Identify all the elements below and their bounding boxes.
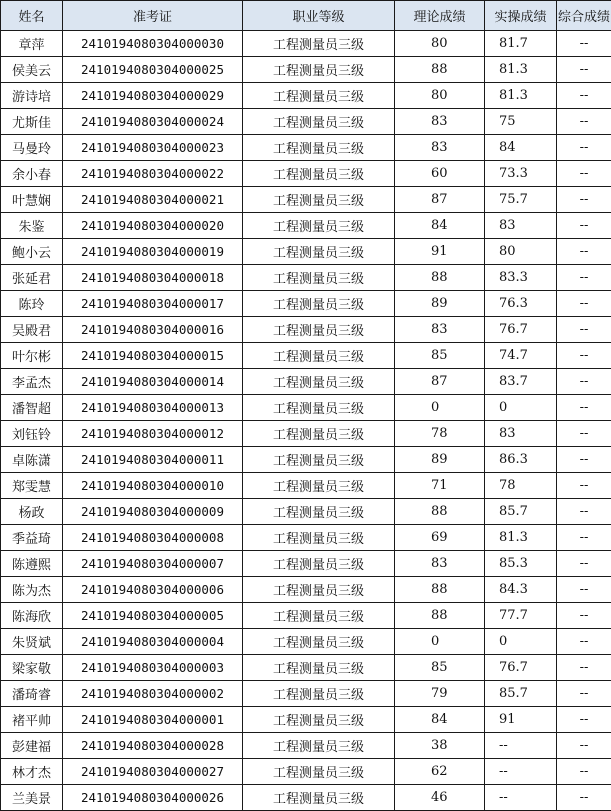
cell-level: 工程测量员三级 [243,473,395,499]
cell-level: 工程测量员三级 [243,265,395,291]
cell-theory-score: 83 [395,551,485,577]
cell-name: 季益琦 [1,525,63,551]
cell-total-score: -- [557,733,611,759]
header-level: 职业等级 [243,1,395,31]
cell-exam-id: 2410194080304000018 [63,265,243,291]
cell-exam-id: 2410194080304000030 [63,31,243,57]
cell-exam-id: 2410194080304000013 [63,395,243,421]
cell-level: 工程测量员三级 [243,759,395,785]
cell-practice-score: -- [485,785,557,811]
table-row [1,603,611,629]
cell-name: 林才杰 [1,759,63,785]
cell-level: 工程测量员三级 [243,629,395,655]
cell-total-score: -- [557,525,611,551]
cell-total-score: -- [557,395,611,421]
cell-practice-score: 84.3 [485,577,557,603]
cell-theory-score: 87 [395,187,485,213]
cell-name: 梁家敬 [1,655,63,681]
cell-exam-id: 2410194080304000007 [63,551,243,577]
cell-level: 工程测量员三级 [243,733,395,759]
cell-total-score: -- [557,707,611,733]
cell-theory-score: 46 [395,785,485,811]
cell-theory-score: 78 [395,421,485,447]
cell-practice-score: 83.3 [485,265,557,291]
cell-name: 侯美云 [1,57,63,83]
cell-practice-score: 76.3 [485,291,557,317]
cell-exam-id: 2410194080304000020 [63,213,243,239]
cell-level: 工程测量员三级 [243,31,395,57]
cell-total-score: -- [557,187,611,213]
cell-level: 工程测量员三级 [243,239,395,265]
cell-exam-id: 2410194080304000025 [63,57,243,83]
cell-theory-score: 0 [395,629,485,655]
cell-name: 张延君 [1,265,63,291]
cell-exam-id: 2410194080304000022 [63,161,243,187]
cell-total-score: -- [557,785,611,811]
table-row [1,785,611,811]
table-row [1,395,611,421]
cell-theory-score: 88 [395,603,485,629]
cell-theory-score: 91 [395,239,485,265]
cell-name: 潘智超 [1,395,63,421]
cell-name: 陈玲 [1,291,63,317]
cell-level: 工程测量员三级 [243,499,395,525]
cell-theory-score: 84 [395,213,485,239]
cell-theory-score: 88 [395,265,485,291]
cell-practice-score: 0 [485,395,557,421]
cell-practice-score: 80 [485,239,557,265]
cell-exam-id: 2410194080304000017 [63,291,243,317]
cell-practice-score: 85.7 [485,681,557,707]
table-row [1,733,611,759]
cell-theory-score: 89 [395,447,485,473]
cell-level: 工程测量员三级 [243,707,395,733]
cell-name: 叶尔彬 [1,343,63,369]
cell-theory-score: 83 [395,135,485,161]
cell-level: 工程测量员三级 [243,291,395,317]
cell-exam-id: 2410194080304000006 [63,577,243,603]
cell-level: 工程测量员三级 [243,655,395,681]
cell-practice-score: 81.3 [485,57,557,83]
cell-exam-id: 2410194080304000011 [63,447,243,473]
header-row [1,1,611,31]
table-row [1,629,611,655]
cell-practice-score: 81.7 [485,31,557,57]
cell-name: 卓陈潇 [1,447,63,473]
cell-theory-score: 84 [395,707,485,733]
cell-total-score: -- [557,31,611,57]
cell-exam-id: 2410194080304000024 [63,109,243,135]
table-row [1,187,611,213]
cell-practice-score: 83 [485,213,557,239]
cell-total-score: -- [557,317,611,343]
cell-exam-id: 2410194080304000009 [63,499,243,525]
cell-name: 李孟杰 [1,369,63,395]
cell-level: 工程测量员三级 [243,603,395,629]
cell-theory-score: 85 [395,343,485,369]
cell-level: 工程测量员三级 [243,369,395,395]
cell-practice-score: 84 [485,135,557,161]
cell-level: 工程测量员三级 [243,161,395,187]
cell-level: 工程测量员三级 [243,109,395,135]
cell-name: 刘钰铃 [1,421,63,447]
table-row [1,109,611,135]
table-row [1,473,611,499]
cell-exam-id: 2410194080304000028 [63,733,243,759]
cell-level: 工程测量员三级 [243,551,395,577]
cell-practice-score: 0 [485,629,557,655]
cell-theory-score: 88 [395,577,485,603]
cell-name: 褚平帅 [1,707,63,733]
cell-name: 陈海欣 [1,603,63,629]
table-row [1,265,611,291]
cell-theory-score: 88 [395,57,485,83]
cell-theory-score: 85 [395,655,485,681]
cell-name: 陈遵熙 [1,551,63,577]
cell-name: 朱鉴 [1,213,63,239]
header-theory-score: 理论成绩 [395,1,485,31]
cell-total-score: -- [557,369,611,395]
cell-level: 工程测量员三级 [243,785,395,811]
cell-exam-id: 2410194080304000004 [63,629,243,655]
table-row [1,239,611,265]
cell-total-score: -- [557,265,611,291]
table-row [1,291,611,317]
cell-practice-score: -- [485,733,557,759]
cell-exam-id: 2410194080304000014 [63,369,243,395]
cell-practice-score: -- [485,759,557,785]
cell-level: 工程测量员三级 [243,681,395,707]
cell-exam-id: 2410194080304000002 [63,681,243,707]
cell-level: 工程测量员三级 [243,57,395,83]
cell-total-score: -- [557,109,611,135]
cell-total-score: -- [557,447,611,473]
cell-practice-score: 73.3 [485,161,557,187]
cell-total-score: -- [557,551,611,577]
table-row [1,681,611,707]
cell-name: 鲍小云 [1,239,63,265]
cell-total-score: -- [557,473,611,499]
cell-theory-score: 80 [395,83,485,109]
cell-theory-score: 87 [395,369,485,395]
cell-total-score: -- [557,343,611,369]
cell-level: 工程测量员三级 [243,447,395,473]
cell-exam-id: 2410194080304000019 [63,239,243,265]
table-row [1,551,611,577]
cell-total-score: -- [557,603,611,629]
cell-level: 工程测量员三级 [243,395,395,421]
header-total-score: 综合成绩 [557,1,611,31]
cell-level: 工程测量员三级 [243,343,395,369]
cell-name: 朱贤斌 [1,629,63,655]
cell-exam-id: 2410194080304000027 [63,759,243,785]
cell-total-score: -- [557,83,611,109]
cell-total-score: -- [557,759,611,785]
cell-exam-id: 2410194080304000016 [63,317,243,343]
cell-exam-id: 2410194080304000029 [63,83,243,109]
cell-exam-id: 2410194080304000023 [63,135,243,161]
cell-theory-score: 80 [395,31,485,57]
cell-theory-score: 38 [395,733,485,759]
cell-theory-score: 79 [395,681,485,707]
table-row [1,83,611,109]
cell-total-score: -- [557,577,611,603]
cell-total-score: -- [557,681,611,707]
cell-total-score: -- [557,291,611,317]
cell-exam-id: 2410194080304000015 [63,343,243,369]
cell-name: 马曼玲 [1,135,63,161]
table-row [1,525,611,551]
table-row [1,31,611,57]
table-row [1,317,611,343]
cell-exam-id: 2410194080304000008 [63,525,243,551]
table-row [1,57,611,83]
cell-exam-id: 2410194080304000012 [63,421,243,447]
cell-level: 工程测量员三级 [243,83,395,109]
table-row [1,421,611,447]
cell-practice-score: 78 [485,473,557,499]
cell-total-score: -- [557,161,611,187]
cell-practice-score: 86.3 [485,447,557,473]
table-row [1,447,611,473]
table-row [1,369,611,395]
cell-practice-score: 83 [485,421,557,447]
cell-name: 彭建福 [1,733,63,759]
cell-practice-score: 85.3 [485,551,557,577]
cell-practice-score: 81.3 [485,525,557,551]
header-practice-score: 实操成绩 [485,1,557,31]
cell-theory-score: 71 [395,473,485,499]
cell-level: 工程测量员三级 [243,421,395,447]
table-row [1,161,611,187]
cell-name: 兰美景 [1,785,63,811]
cell-level: 工程测量员三级 [243,135,395,161]
cell-total-score: -- [557,499,611,525]
cell-level: 工程测量员三级 [243,213,395,239]
cell-name: 尤斯佳 [1,109,63,135]
cell-level: 工程测量员三级 [243,577,395,603]
cell-theory-score: 88 [395,499,485,525]
cell-name: 游诗培 [1,83,63,109]
header-name: 姓名 [1,1,63,31]
cell-theory-score: 0 [395,395,485,421]
cell-theory-score: 62 [395,759,485,785]
cell-total-score: -- [557,421,611,447]
cell-level: 工程测量员三级 [243,525,395,551]
cell-total-score: -- [557,57,611,83]
table-row [1,343,611,369]
table-header [1,1,611,31]
table-row [1,759,611,785]
header-exam-id: 准考证 [63,1,243,31]
cell-name: 章萍 [1,31,63,57]
cell-practice-score: 76.7 [485,317,557,343]
cell-exam-id: 2410194080304000010 [63,473,243,499]
cell-practice-score: 75.7 [485,187,557,213]
cell-theory-score: 83 [395,317,485,343]
cell-practice-score: 75 [485,109,557,135]
table-row [1,135,611,161]
cell-level: 工程测量员三级 [243,317,395,343]
cell-total-score: -- [557,213,611,239]
table-row [1,213,611,239]
cell-practice-score: 77.7 [485,603,557,629]
table-row [1,707,611,733]
table-body [1,31,611,811]
cell-practice-score: 91 [485,707,557,733]
cell-theory-score: 83 [395,109,485,135]
cell-name: 陈为杰 [1,577,63,603]
cell-total-score: -- [557,239,611,265]
cell-name: 余小春 [1,161,63,187]
cell-name: 潘琦睿 [1,681,63,707]
cell-exam-id: 2410194080304000001 [63,707,243,733]
cell-name: 杨政 [1,499,63,525]
cell-level: 工程测量员三级 [243,187,395,213]
cell-practice-score: 81.3 [485,83,557,109]
cell-total-score: -- [557,135,611,161]
cell-practice-score: 74.7 [485,343,557,369]
cell-name: 吴殿君 [1,317,63,343]
table-row [1,655,611,681]
cell-exam-id: 2410194080304000021 [63,187,243,213]
cell-theory-score: 60 [395,161,485,187]
cell-name: 叶慧娴 [1,187,63,213]
cell-total-score: -- [557,655,611,681]
cell-total-score: -- [557,629,611,655]
cell-theory-score: 69 [395,525,485,551]
cell-practice-score: 76.7 [485,655,557,681]
table-row [1,577,611,603]
cell-exam-id: 2410194080304000026 [63,785,243,811]
cell-name: 郑雯慧 [1,473,63,499]
cell-exam-id: 2410194080304000005 [63,603,243,629]
cell-practice-score: 85.7 [485,499,557,525]
cell-practice-score: 83.7 [485,369,557,395]
cell-exam-id: 2410194080304000003 [63,655,243,681]
table-row [1,499,611,525]
cell-theory-score: 89 [395,291,485,317]
